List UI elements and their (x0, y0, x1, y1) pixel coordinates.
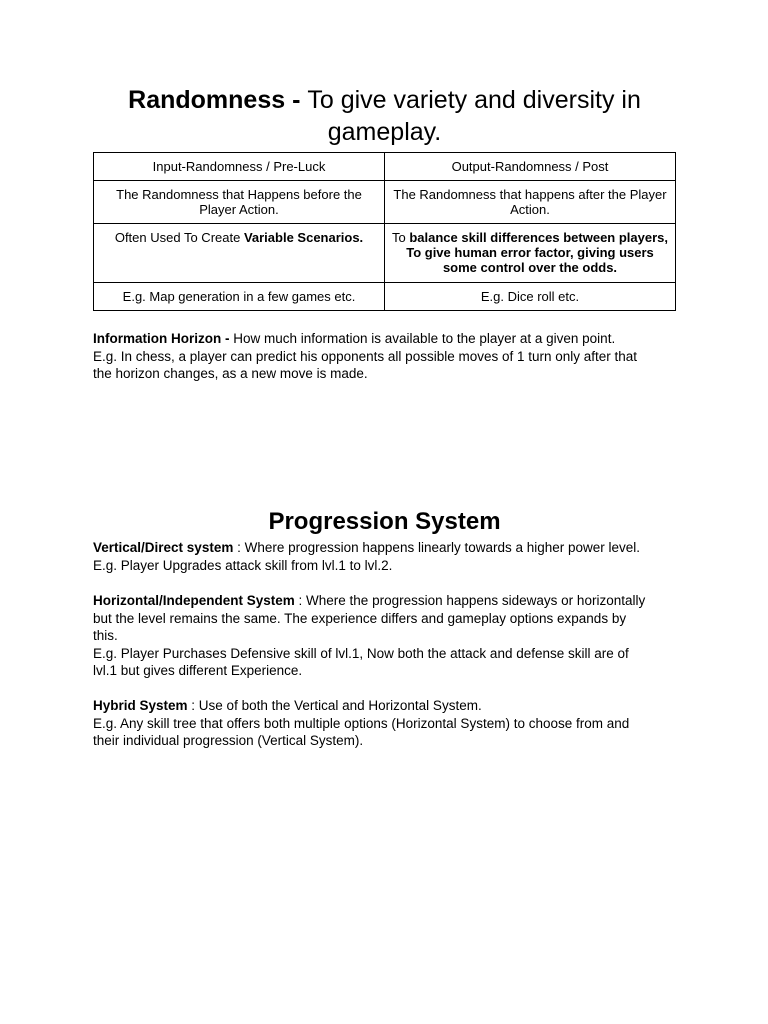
horizontal-system-line1 (93, 592, 683, 610)
input-randomness-definition: The Randomness that Happens before the Player Action. (94, 181, 385, 224)
information-horizon-paragraph (93, 330, 683, 383)
hybrid-system-example2: their individual progression (Vertical System). (93, 733, 364, 749)
randomness-title-rest: To give variety and diversity in gameplay. (307, 86, 641, 146)
randomness-table (93, 152, 676, 311)
hybrid-system-example1: E.g. Any skill tree that offers both multiple options (Horizontal System) to choose from and (93, 715, 630, 731)
input-randomness-header: Input-Randomness / Pre-Luck (94, 153, 385, 181)
table-row (94, 153, 676, 181)
table-row (94, 224, 676, 283)
hybrid-system-label: Hybrid System (93, 698, 188, 713)
horizontal-system-line3: this. (93, 628, 118, 644)
vertical-system-paragraph (93, 539, 683, 574)
horizontal-system-example2: lvl.1 but gives different Experience. (93, 663, 303, 679)
randomness-title-bold: Randomness - (128, 86, 308, 114)
randomness-title (93, 84, 676, 148)
input-randomness-example: E.g. Map generation in a few games etc. (94, 283, 385, 311)
horizontal-system-example1: E.g. Player Purchases Defensive skill of lvl.1, Now both the attack and defense skill are of (93, 645, 629, 661)
output-randomness-definition: The Randomness that happens after the Player Action. (385, 181, 676, 224)
hybrid-system-text: : Use of both the Vertical and Horizontal System. (187, 698, 482, 713)
hybrid-system-paragraph (93, 697, 683, 750)
information-horizon-example-line2: the horizon changes, as a new move is made. (93, 366, 368, 382)
information-horizon-label: Information Horizon - (93, 331, 230, 346)
output-randomness-use (385, 224, 676, 283)
table-row (94, 283, 676, 311)
output-randomness-header: Output-Randomness / Post (385, 153, 676, 181)
vertical-system-example: E.g. Player Upgrades attack skill from lvl.1 to lvl.2. (93, 557, 393, 573)
input-use-plain: Often Used To Create (114, 230, 244, 245)
table-row (94, 181, 676, 224)
horizontal-system-label: Horizontal/Independent System (93, 593, 295, 608)
progression-heading: Progression System (268, 508, 501, 535)
information-horizon-example-line1: E.g. In chess, a player can predict his opponents all possible moves of 1 turn only after that (93, 348, 638, 364)
hybrid-system-line (93, 697, 683, 715)
output-randomness-example: E.g. Dice roll etc. (385, 283, 676, 311)
output-use-bold: balance skill differences between players, To give human error factor, giving users some control over the odds. (406, 230, 669, 275)
horizontal-system-text1: : Where the progression happens sideways or horizontally (294, 593, 646, 608)
information-horizon-definition-line (93, 330, 683, 348)
vertical-system-text: : Where progression happens linearly towards a higher power level. (233, 540, 641, 555)
horizontal-system-paragraph (93, 592, 683, 680)
vertical-system-label: Vertical/Direct system (93, 540, 234, 555)
horizontal-system-line2: but the level remains the same. The experience differs and gameplay options expands by (93, 610, 627, 626)
input-randomness-use (94, 224, 385, 283)
input-use-bold: Variable Scenarios. (243, 230, 364, 245)
output-use-plain: To (391, 230, 410, 245)
vertical-system-line (93, 539, 683, 557)
information-horizon-definition: How much information is available to the player at a given point. (229, 331, 616, 346)
